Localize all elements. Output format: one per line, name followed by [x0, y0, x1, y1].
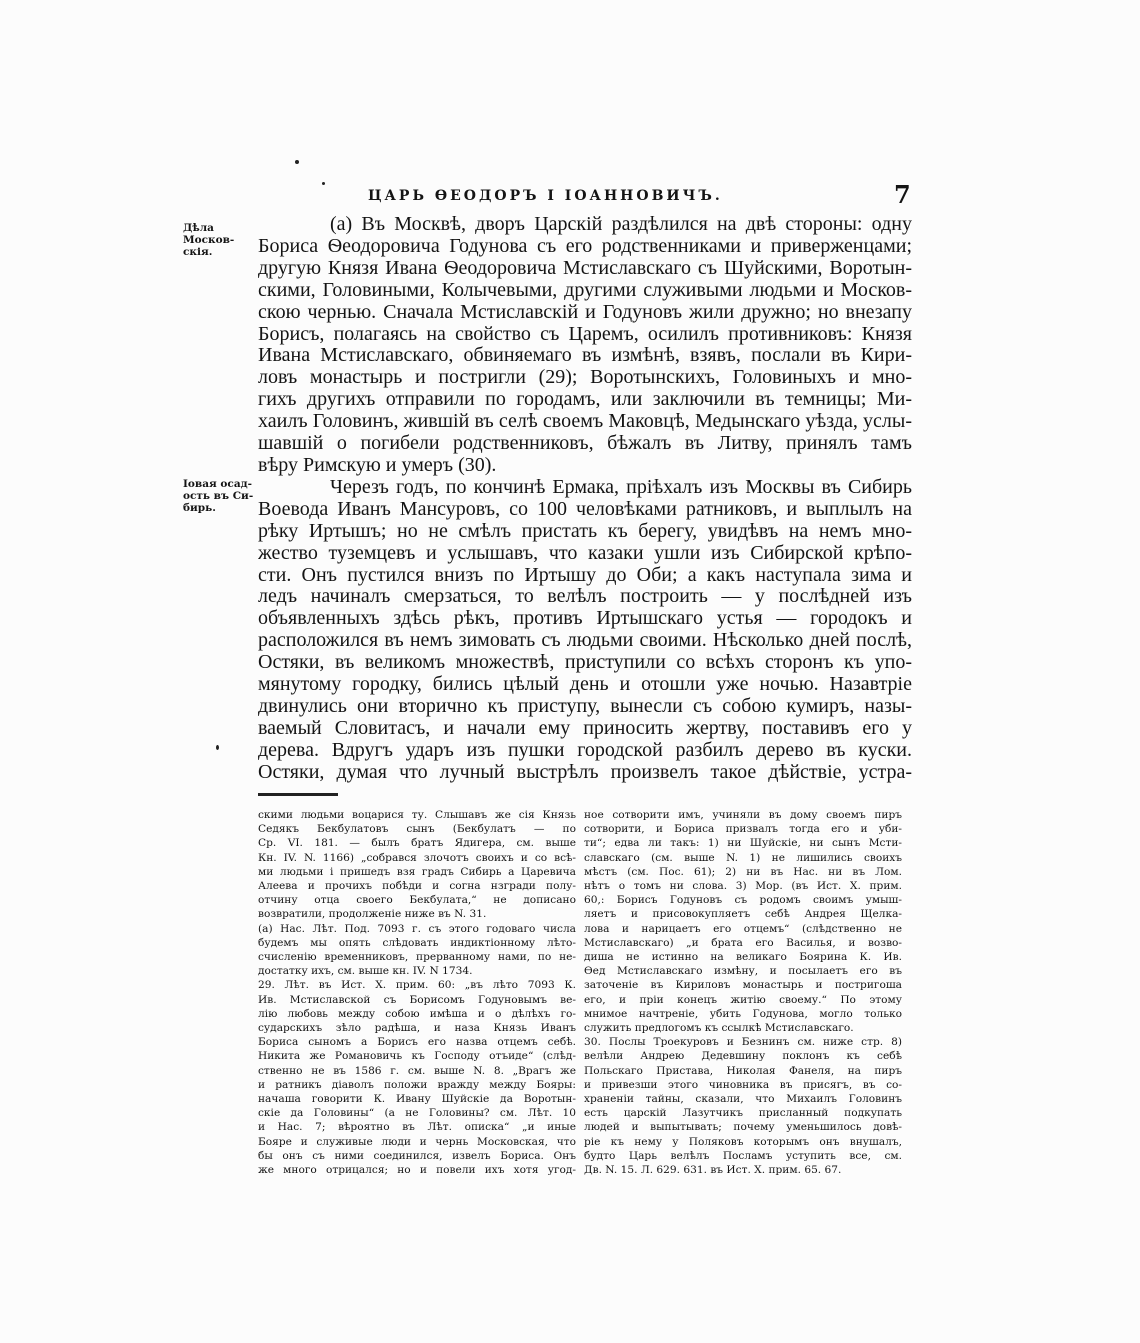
- main-text-line: скою чернью. Сначала Мстиславскій и Годуновъ жили дружно; но внезапу: [258, 301, 912, 323]
- footnote-line: велѣли Андрею Дедевшину поклонъ къ себѣ: [584, 1050, 902, 1063]
- main-text-line: Бориса Ѳеодоровича Годунова съ его родственниками и приверженцами;: [258, 235, 912, 257]
- main-text-line: вѣру Римскую и умеръ (30).: [258, 454, 497, 476]
- footnote-line: есть царскій Лазутчикъ присланный подкупать: [584, 1107, 902, 1120]
- footnote-line: Алеева и прочихъ побѣди и согна нзгради полу-: [258, 880, 576, 893]
- footnote-line: скіе да Головины“ (а не Головины? см. Лѣт. 10: [258, 1107, 576, 1120]
- footnote-line: 30. Послы Троекуровъ и Безнинъ см. ниже стр. 8): [584, 1036, 902, 1049]
- footnote-line: Ср. VI. 181. — былъ братъ Ядигера, см. выше: [258, 837, 576, 850]
- footnote-line: возвратили, продолженіе ниже въ N. 31.: [258, 908, 487, 921]
- footnote-line: и привезши этого чиновника въ присягъ, въ со-: [584, 1078, 902, 1091]
- main-text-line: двинулись они вторично къ приступу, вынесли съ собою кумиръ, назы-: [258, 695, 912, 717]
- running-head: ЦАРЬ ѲЕОДОРЪ I ІОАННОВИЧЪ.: [368, 188, 723, 204]
- footnote-line: ти“; едва ли такъ: 1) ни Шуйскіе, ни сынъ Мсти-: [584, 837, 902, 850]
- main-text-line: гихъ другихъ отправили по городамъ, или заключили въ темницы; Ми-: [258, 389, 912, 411]
- main-text-line: рѣку Иртышъ; но не смѣлъ пристать къ берегу, увидѣвъ на немъ мно-: [258, 520, 912, 542]
- footnote-line: сударскихъ зѣло радѣша, и наза Князь Иванъ: [258, 1022, 576, 1035]
- footnote-line: и Нас. 7; вѣроятно въ Лѣт. описка“ „и иные: [258, 1121, 576, 1134]
- main-text-line: жество туземцевъ и услышавъ, что казаки ушли изъ Сибирской крѣпо-: [258, 542, 912, 564]
- footnote-line: Бояре и служивые люди и чернь Московская, что: [258, 1135, 576, 1148]
- main-text-line: Остяки, думая что лучный выстрѣлъ произвелъ такое дѣйствіе, устра-: [258, 761, 912, 783]
- footnote-line: Бориса сыномъ а Борисъ его назва отцемъ себѣ.: [258, 1036, 576, 1049]
- footnote-line: нѣтъ о томъ ни слова. 3) Мор. (въ Ист. X. прим.: [584, 880, 902, 893]
- main-text: [258, 214, 912, 784]
- footnote-line: служить предлогомъ къ ссылкѣ Мстиславскаго.: [584, 1022, 854, 1035]
- footnote-line: и ратникъ діаволъ положи вражду между Бояры:: [258, 1078, 576, 1091]
- footnote-line: Польскаго Пристава, Николая Фанеля, на пиръ: [584, 1064, 902, 1077]
- main-text-line: объявленныхъ здѣсь рѣкъ, противъ Иртышскаго устья — городокъ и: [258, 608, 912, 630]
- footnote-line: лію любовь между собою имѣша и о дѣлѣхъ го-: [258, 1007, 576, 1020]
- footnote-line: будемъ мы опять слѣдовать индиктіонному лѣто-: [258, 936, 576, 949]
- footnote-line: заточеніе въ Кириловъ монастырь и постригоша: [584, 979, 902, 992]
- footnote-line: достатку ихъ, см. выше кн. IV. N 1734.: [258, 965, 473, 978]
- footnote-line: 29. Лѣт. въ Ист. X. прим. 60: „въ лѣто 7093 К.: [258, 979, 576, 992]
- footnote-line: храненіи тайны, сказали, что Михаилъ Головинъ: [584, 1093, 902, 1106]
- footnote-line: будто Царь велѣлъ Посламъ уступить все, см.: [584, 1149, 902, 1162]
- footnote-line: Мстиславскаго) „и брата его Василья, и возво-: [584, 936, 902, 949]
- ink-speck: [322, 182, 325, 185]
- main-text-line: (а) Въ Москвѣ, дворъ Царскій раздѣлился на двѣ стороны: одну: [330, 214, 912, 235]
- footnote-line: диша не истинно на великаго Боярина К. Ив.: [584, 951, 902, 964]
- main-text-line: дерева. Вдругъ ударъ изъ пушки городской разбилъ дерево въ куски.: [258, 739, 912, 761]
- footnote-line: Седякъ Бекбулатовъ сынъ (Бекбулатъ — по: [258, 823, 576, 836]
- footnote-line: Дв. N. 15. Л. 629. 631. въ Ист. X. прим. 65. 67.: [584, 1164, 842, 1177]
- margin-note-moscow-affairs: Дѣла Москов- скія.: [183, 222, 235, 258]
- footnote-line: 60,: Борисъ Годуновъ съ родомъ своимъ умыш-: [584, 894, 902, 907]
- footnote-line: же много отрицался; но и повели ихъ хотя угод-: [258, 1164, 576, 1177]
- footnote-line: скими людьми воцарися ту. Слышавъ же сія Князь: [258, 809, 576, 821]
- main-text-line: шавшій о погибели родственниковъ, бѣжалъ въ Литву, принялъ тамъ: [258, 433, 912, 455]
- footnote-line: ственно не въ 1586 г. см. выше N. 8. „Врагъ же: [258, 1064, 576, 1077]
- footnote-line: Ив. Мстиславской съ Борисомъ Годуновымъ ве-: [258, 993, 576, 1006]
- footnote-line: ми людьми і пришедъ взя градъ Сибирь а Царевича: [258, 865, 576, 878]
- main-text-line: другую Князя Ивана Ѳеодоровича Мстиславскаго съ Шуйскими, Воротын-: [258, 257, 912, 279]
- footnote-line: счисленію временниковъ, прерванному нами, по не-: [258, 951, 576, 964]
- footnote-line: начаша говорити К. Ивану Шуйскіе да Воротын-: [258, 1093, 576, 1106]
- footnote-line: отчину отца своего Бекбулата,“ не дописано: [258, 894, 576, 907]
- main-text-line: Борисъ, полагаясь на свойство съ Царемъ, осилилъ противниковъ: Князя: [258, 323, 912, 345]
- footnote-line: ріе къ нему у Поляковъ которымъ онъ внушалъ,: [584, 1135, 902, 1148]
- footnote-line: (а) Нас. Лѣт. Под. 7093 г. съ этого годоваго числа: [258, 922, 576, 935]
- footnote-line: ляетъ и присовокупляетъ себѣ Андрея Щелка-: [584, 908, 902, 921]
- footnote-line: Никита же Романовичь къ Господу отъиде“ (слѣд-: [258, 1050, 576, 1063]
- main-text-line: ловъ монастырь и постригли (29); Воротынскихъ, Головиныхъ и мно-: [258, 367, 912, 389]
- main-text-line: сти. Онъ пустился внизъ по Иртышу до Оби; а какъ наступала зима и: [258, 564, 912, 586]
- footnotes-left-column: [258, 808, 576, 1177]
- footnote-line: Ѳед Мстиславскаго измѣну, и посылаетъ его въ: [584, 965, 902, 978]
- footnote-line: Кн. IV. N. 1166) „собрався злочотъ своихъ и со всѣ-: [258, 851, 576, 864]
- footnote-line: его, и пріи конецъ житію своему.“ По этому: [584, 993, 902, 1006]
- footnote-line: людей и выпытывать; почему уменьшилось довѣ-: [584, 1121, 902, 1134]
- ink-speck: [295, 160, 299, 164]
- footnote-line: ное сотворити имъ, учиняли въ дому своемъ пиръ: [584, 809, 902, 821]
- footnote-rule: [258, 793, 338, 796]
- footnote-line: бы онъ съ ними соединился, извелъ Бориса. Онъ: [258, 1149, 576, 1162]
- main-text-line: расположился въ немъ зимовать съ людьми своими. Нѣсколько дней послѣ,: [258, 630, 912, 652]
- footnote-line: сотворити, и Бориса призвалъ тогда его и уби-: [584, 823, 902, 836]
- ink-speck: [216, 745, 219, 750]
- main-text-line: ваемый Словитасъ, и начали ему приносить жертву, поставивъ его у: [258, 717, 912, 739]
- footnote-line: мѣстъ (см. Пос. 61); 2) ни въ Нас. ни въ Лом.: [584, 865, 902, 878]
- footnote-line: лова и нарицаетъ его отцемъ“ (слѣдственно не: [584, 922, 902, 935]
- footnote-line: славскаго (см. выше N. 1) не лишились своихъ: [584, 851, 902, 864]
- main-text-line: Воевода Иванъ Мансуровъ, со 100 человѣками ратниковъ, и выплылъ на: [258, 498, 912, 520]
- main-text-line: Ивана Мстиславскаго, обвиняемаго въ измѣнѣ, взявъ, послали въ Кири-: [258, 345, 912, 367]
- footnotes-right-column: [584, 808, 902, 1177]
- main-text-line: ледъ начиналъ смерзаться, то велѣлъ построить — у послѣдней изъ: [258, 586, 912, 608]
- main-text-line: хаилъ Головинъ, жившій въ селѣ своемъ Маковцѣ, Медынскаго уѣзда, услы-: [258, 411, 912, 433]
- main-text-line: мянутому городку, бились цѣлый день и отошли уже ночью. Назавтріе: [258, 674, 912, 696]
- main-text-line: Черезъ годъ, по кончинѣ Ермака, пріѣхалъ изъ Москвы въ Сибирь: [330, 476, 912, 498]
- main-text-line: скими, Головиными, Колычевыми, другими служивыми людьми и Москов-: [258, 279, 912, 301]
- margin-note-siberia: Іовая осад- ость въ Си- бирь.: [183, 478, 254, 514]
- footnote-line: мнимое начтреніе, убить Годунова, могло только: [584, 1007, 902, 1020]
- main-text-line: Остяки, въ великомъ множествѣ, приступили со всѣхъ сторонъ къ упо-: [258, 652, 912, 674]
- page-number: 7: [894, 180, 911, 209]
